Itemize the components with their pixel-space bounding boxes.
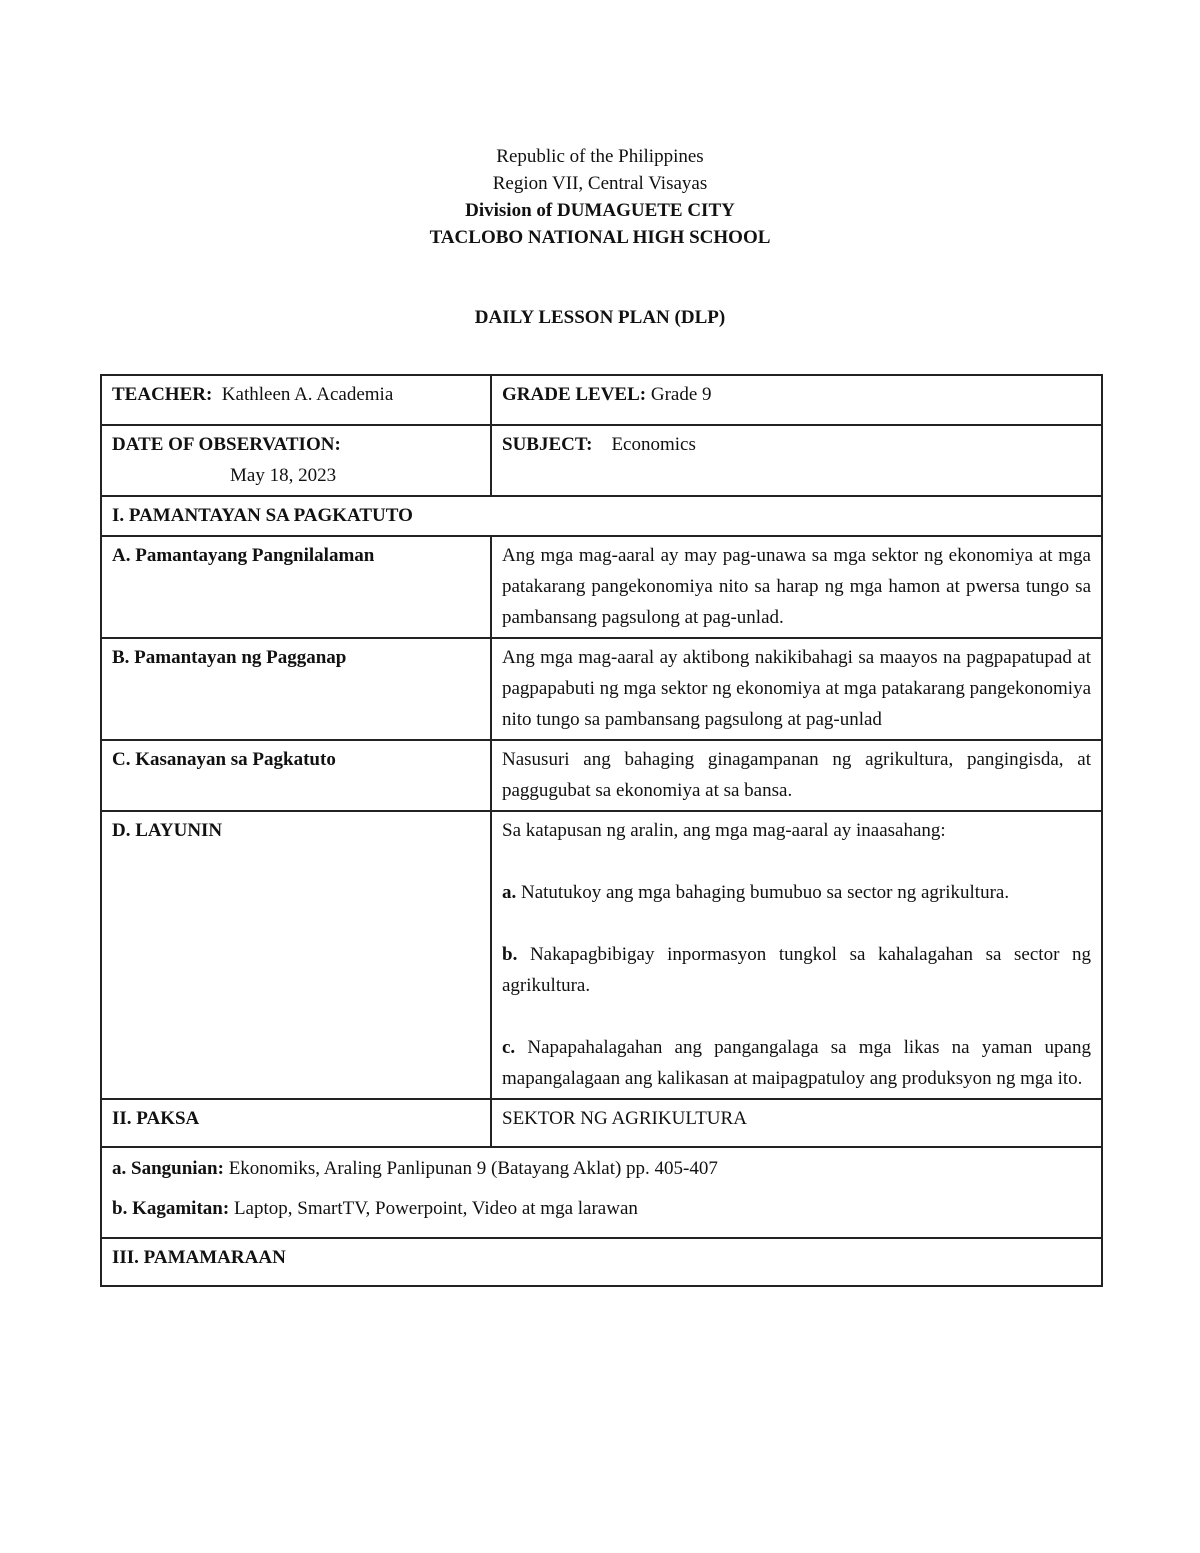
document-header bbox=[0, 143, 1200, 251]
objective-a bbox=[502, 877, 1091, 908]
objective-b bbox=[502, 939, 1091, 1001]
objective-text: Nakapagbibigay inpormasyon tungkol sa kahalagahan sa sector ng agrikultura. bbox=[502, 944, 1092, 996]
header-school: TACLOBO NATIONAL HIGH SCHOOL bbox=[429, 227, 771, 248]
paksa-label: II. PAKSA bbox=[101, 1099, 491, 1147]
layunin-cell bbox=[491, 811, 1102, 1099]
kasanayan-label: C. Kasanayan sa Pagkatuto bbox=[101, 740, 491, 811]
objective-letter: b. bbox=[502, 944, 518, 965]
grade-value: Grade 9 bbox=[650, 384, 712, 405]
subject-cell bbox=[491, 425, 1102, 496]
kagamitan-label: b. Kagamitan: bbox=[112, 1198, 230, 1219]
header-republic: Republic of the Philippines bbox=[496, 146, 704, 167]
references-cell bbox=[101, 1147, 1102, 1238]
section1-row bbox=[101, 496, 1102, 536]
section3-heading: III. PAMAMARAAN bbox=[101, 1238, 1102, 1286]
section3-row bbox=[101, 1238, 1102, 1286]
date-label: DATE OF OBSERVATION: bbox=[112, 434, 341, 455]
objective-text: Napapahalagahan ang pangangalaga sa mga likas na yaman upang mapangalagaan ang kalikasan at maipagpatuloy ang produksyon ng mga ito. bbox=[502, 1037, 1091, 1089]
header-division: Division of DUMAGUETE CITY bbox=[465, 200, 735, 221]
objective-c bbox=[502, 1032, 1091, 1094]
sangunian-text: Ekonomiks, Araling Panlipunan 9 (Batayang Aklat) pp. 405-407 bbox=[228, 1158, 718, 1179]
kagamitan-text: Laptop, SmartTV, Powerpoint, Video at mga larawan bbox=[233, 1198, 638, 1219]
objective-letter: a. bbox=[502, 882, 517, 903]
layunin-intro: Sa katapusan ng aralin, ang mga mag-aaral ay inaasahang: bbox=[502, 820, 946, 841]
lesson-plan-table bbox=[100, 374, 1103, 1287]
pagganap-label: B. Pamantayan ng Pagganap bbox=[101, 638, 491, 740]
layunin-row bbox=[101, 811, 1102, 1099]
kasanayan-row bbox=[101, 740, 1102, 811]
sangunian-line bbox=[112, 1153, 1091, 1184]
teacher-label: TEACHER: bbox=[112, 384, 213, 405]
paksa-topic: SEKTOR NG AGRIKULTURA bbox=[491, 1099, 1102, 1147]
date-cell bbox=[101, 425, 491, 496]
header-region: Region VII, Central Visayas bbox=[492, 173, 708, 194]
teacher-cell bbox=[101, 375, 491, 425]
paksa-row bbox=[101, 1099, 1102, 1147]
grade-label: GRADE LEVEL: bbox=[502, 384, 647, 405]
subject-label: SUBJECT: bbox=[502, 434, 593, 455]
layunin-label: D. LAYUNIN bbox=[101, 811, 491, 1099]
pangnilalaman-row bbox=[101, 536, 1102, 638]
teacher-value: Kathleen A. Academia bbox=[221, 384, 394, 405]
pagganap-text: Ang mga mag-aaral ay aktibong nakikibahagi sa maayos na pagpapatupad at pagpapabuti ng mga sektor ng ekonomiya at mga patakarang pangekonomiya nito tungo sa pambansang pagsulong at pag-unlad bbox=[491, 638, 1102, 740]
kagamitan-line bbox=[112, 1193, 1091, 1224]
subject-value: Economics bbox=[611, 434, 696, 455]
page-title: DAILY LESSON PLAN (DLP) bbox=[474, 307, 726, 328]
date-value: May 18, 2023 bbox=[230, 465, 337, 486]
pagganap-row bbox=[101, 638, 1102, 740]
pangnilalaman-label: A. Pamantayang Pangnilalaman bbox=[101, 536, 491, 638]
section1-heading: I. PAMANTAYAN SA PAGKATUTO bbox=[101, 496, 1102, 536]
references-row bbox=[101, 1147, 1102, 1238]
objective-letter: c. bbox=[502, 1037, 516, 1058]
pangnilalaman-text: Ang mga mag-aaral ay may pag-unawa sa mga sektor ng ekonomiya at mga patakarang pangekonomiya nito sa harap ng mga hamon at pwersa tungo sa pambansang pagsulong at pag-unlad. bbox=[491, 536, 1102, 638]
sangunian-label: a. Sangunian: bbox=[112, 1158, 224, 1179]
kasanayan-text: Nasusuri ang bahaging ginagampanan ng agrikultura, pangingisda, at paggugubat sa ekonomiya at sa bansa. bbox=[491, 740, 1102, 811]
teacher-row bbox=[101, 375, 1102, 425]
grade-cell bbox=[491, 375, 1102, 425]
objective-text: Natutukoy ang mga bahaging bumubuo sa sector ng agrikultura. bbox=[521, 882, 1010, 903]
date-row bbox=[101, 425, 1102, 496]
